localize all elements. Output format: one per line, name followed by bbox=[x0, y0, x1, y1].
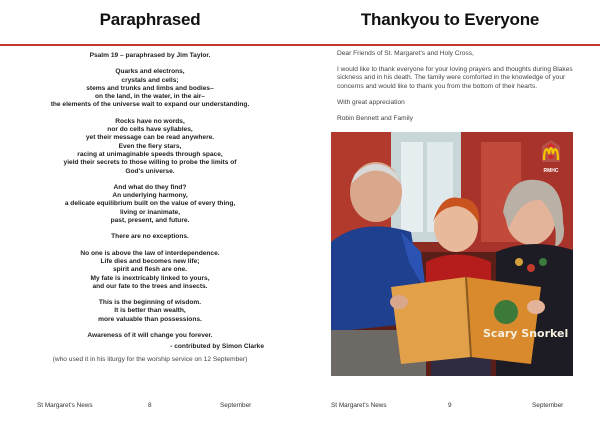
poem-line: past, present, and future. bbox=[110, 217, 190, 225]
poem-line: Rocks have no words, bbox=[115, 117, 185, 125]
letter-signature: Robin Bennett and Family bbox=[337, 115, 413, 123]
footer-page-number: 8 bbox=[148, 402, 152, 409]
footer-page-number: 9 bbox=[448, 402, 452, 409]
poem-line: stems and trunks and limbs and bodies– bbox=[86, 84, 214, 92]
poem-line: There are no exceptions. bbox=[111, 233, 189, 241]
page-heading: Paraphrased bbox=[99, 10, 201, 29]
contributor-note: (who used it in his liturgy for the worship service on 12 September) bbox=[52, 356, 248, 363]
letter-closing: With great appreciation bbox=[337, 98, 405, 106]
poem-line: yet their message can be read anywhere. bbox=[85, 134, 215, 142]
poem-line: nor do cells have syllables, bbox=[107, 126, 193, 134]
poem-line: Life dies and becomes new life; bbox=[100, 257, 200, 265]
poem-line: racing at unimaginable speeds through space, bbox=[77, 150, 223, 158]
letter-body: I would like to thank everyone for your loving prayers and thoughts during Blakes sickness and in his death. The family were comforted in the knowledge of your concerns and would like to thank you from the bottom of their hearts. bbox=[337, 66, 573, 90]
poem-line: An underlying harmony, bbox=[112, 192, 188, 200]
poem-line: more valuable than possessions. bbox=[98, 315, 202, 323]
poem bbox=[16, 52, 284, 348]
poem-line: My fate is inextricably linked to yours, bbox=[90, 274, 210, 282]
poem-stanza bbox=[16, 184, 284, 225]
poem-line: and our fate to the trees and insects. bbox=[92, 282, 208, 290]
poem-line: Quarks and electrons, bbox=[115, 68, 185, 76]
poem-line: a delicate equilibrium built on the value of every thing, bbox=[64, 200, 236, 208]
poem-line: spirit and flesh are one. bbox=[112, 266, 187, 274]
right-page bbox=[300, 0, 600, 424]
thank-you-letter bbox=[337, 50, 577, 131]
poem-stanza bbox=[16, 332, 284, 340]
poem-title: Psalm 19 – paraphrased by Jim Taylor. bbox=[89, 52, 211, 59]
poem-line: Even the fiery stars, bbox=[118, 142, 182, 150]
poem-line: yield their secrets to those willing to probe the limits of bbox=[63, 159, 237, 167]
footer-month: September bbox=[220, 402, 252, 409]
rmhc-logo-icon bbox=[542, 140, 560, 162]
poem-line: Awareness of it will change you forever. bbox=[87, 332, 213, 340]
poem-line: on the land, in the water, in the air– bbox=[95, 93, 205, 101]
footer-publication: St Margaret's News bbox=[37, 402, 93, 409]
book-title: Scary Snorkel bbox=[483, 327, 569, 340]
poem-line: No one is above the law of interdependence. bbox=[80, 249, 220, 257]
poem-stanza bbox=[16, 118, 284, 176]
page-heading: Thankyou to Everyone bbox=[360, 10, 540, 29]
poem-line: It is better than wealth, bbox=[114, 307, 186, 315]
poem-stanza bbox=[16, 68, 284, 109]
poem-line: living or inanimate, bbox=[119, 208, 181, 216]
rmhc-logo-text: RMHC bbox=[543, 168, 559, 174]
poem-stanzas bbox=[16, 68, 284, 340]
poem-stanza bbox=[16, 233, 284, 241]
letter-salutation: Dear Friends of St. Margaret's and Holy Cross, bbox=[337, 50, 474, 57]
family-photo-illustration bbox=[331, 132, 573, 376]
poem-line: God's universe. bbox=[125, 167, 175, 175]
contributor-credit: - contributed by Simon Clarke bbox=[170, 343, 264, 350]
footer-month: September bbox=[532, 402, 564, 409]
poem-stanza bbox=[16, 250, 284, 291]
footer-publication: St Margaret's News bbox=[331, 402, 387, 409]
poem-line: And what do they find? bbox=[113, 183, 187, 191]
poem-line: the elements of the universe wait to expand our understanding. bbox=[50, 101, 250, 109]
rmhc-logo bbox=[539, 140, 563, 174]
poem-line: This is the beginning of wisdom. bbox=[98, 299, 202, 307]
family-photo bbox=[331, 132, 573, 376]
poem-line: crystals and cells; bbox=[121, 76, 179, 84]
poem-stanza bbox=[16, 299, 284, 324]
